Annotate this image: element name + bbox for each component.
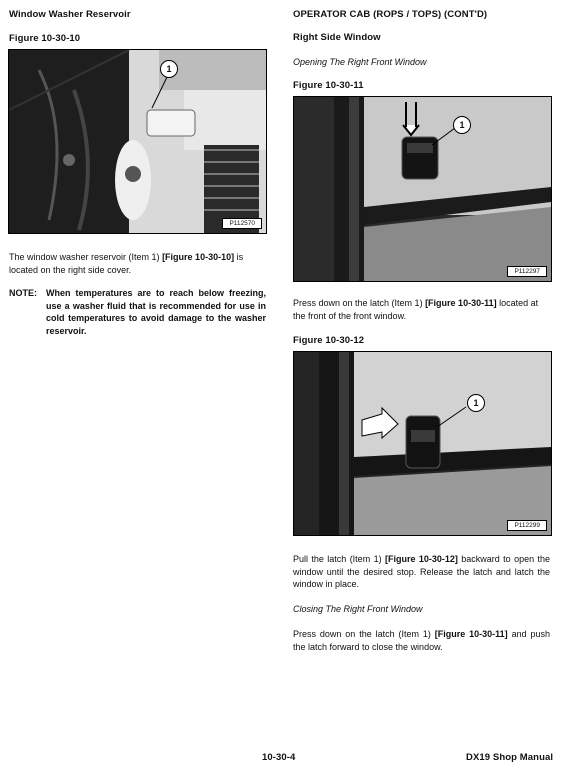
paragraph-text: located at the front of the front window. bbox=[293, 298, 539, 321]
paragraph-text: backward to open the window until the desired stop. Release the latch and latch the window in place. bbox=[293, 554, 550, 589]
figure-reference: [Figure 10-30-12] bbox=[384, 554, 458, 564]
figure-label-10-30-10: Figure 10-30-10 bbox=[9, 33, 81, 44]
subsection-title: Right Side Window bbox=[293, 32, 381, 43]
paragraph-text: Pull the latch (Item 1) bbox=[293, 554, 385, 564]
figure-10-30-12-photo bbox=[293, 351, 552, 536]
figure-label-10-30-11: Figure 10-30-11 bbox=[293, 80, 364, 91]
paragraph-text: Press down on the latch (Item 1) bbox=[293, 298, 426, 308]
figure-reference: [Figure 10-30-11] bbox=[425, 298, 497, 308]
figure-10-30-11-photo bbox=[293, 96, 552, 282]
paragraph-pull-latch bbox=[293, 553, 550, 591]
callout-1: 1 bbox=[453, 116, 471, 134]
photo-id: P112299 bbox=[507, 520, 547, 531]
figure-reference: [Figure 10-30-10] bbox=[162, 252, 235, 262]
paragraph-text: and push the latch forward to close the window. bbox=[293, 629, 550, 652]
figure-10-30-10-photo bbox=[8, 49, 267, 234]
callout-1: 1 bbox=[160, 60, 178, 78]
section-title-washer: Window Washer Reservoir bbox=[9, 9, 131, 20]
figure-reference: [Figure 10-30-11] bbox=[434, 629, 508, 639]
paragraph-text: is located on the right side cover. bbox=[9, 252, 244, 275]
photo-id: P112297 bbox=[507, 266, 547, 277]
manual-title: DX19 Shop Manual bbox=[466, 752, 554, 763]
paragraph-close-window bbox=[293, 628, 550, 653]
section-title-cab: OPERATOR CAB (ROPS / TOPS) (CONT'D) bbox=[293, 9, 488, 20]
closing-title: Closing The Right Front Window bbox=[293, 604, 423, 614]
note-label: NOTE: bbox=[9, 288, 37, 298]
page-number: 10-30-4 bbox=[262, 752, 296, 763]
photo-id: P112570 bbox=[222, 218, 262, 229]
paragraph-text: Press down on the latch (Item 1) bbox=[293, 629, 435, 639]
figure-label-10-30-12: Figure 10-30-12 bbox=[293, 335, 365, 346]
note-text: When temperatures are to reach below freezing, use a washer fluid that is recommended for use in cold temperatures to avoid damage to the washer reservoir. bbox=[46, 288, 266, 336]
paragraph-text: The window washer reservoir (Item 1) bbox=[9, 252, 163, 262]
callout-1: 1 bbox=[467, 394, 485, 412]
paragraph-washer-location bbox=[9, 251, 266, 276]
opening-title: Opening The Right Front Window bbox=[293, 57, 427, 67]
paragraph-press-latch bbox=[293, 297, 550, 322]
